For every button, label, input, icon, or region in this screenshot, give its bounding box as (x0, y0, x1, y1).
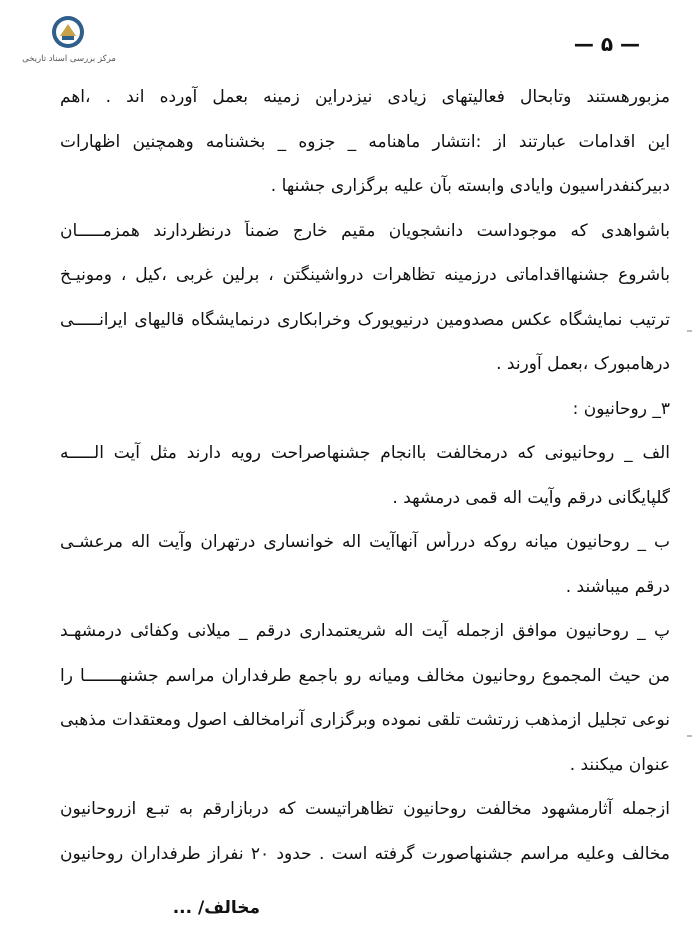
text-line: من حیث المجموع روحانیون مخالف ومیانه رو باجمع طرفداران مراسم جشنهـــــــا را (60, 665, 670, 686)
margin-mark (687, 735, 692, 737)
document-body (60, 86, 670, 887)
text-line: عنوان میکنند . (569, 754, 670, 775)
text-line: گلپایگانی درقم وآیت اله قمی درمشهد . (392, 487, 670, 508)
text-line: دبیرکنفدراسیون وایادی وابسته بآن علیه برگزاری جشنها . (270, 176, 670, 196)
section-heading: ۳_ روحانیون : (572, 398, 670, 419)
text-line: الف _ روحانیونی که درمخالفت باانجام جشنهاصراحت رویه دارند مثل آیت الـــــه (60, 443, 670, 463)
text-line: مزبورهستند وتابحال فعالیتهای زیادی نیزدراین زمینه بعمل آورده اند . ،اهم (60, 87, 670, 107)
text-line: ترتیب نمایشگاه عکس مصدومین درنیویورک وخرابکاری درنمایشگاه قالیهای ایرانـــــی (60, 309, 670, 330)
footer-catchword: مخالف/ ... (172, 898, 260, 918)
text-line: درقم میباشند . (565, 576, 670, 597)
text-line: درهامبورک ،بعمل آورند . (496, 354, 670, 374)
text-line: ازجمله آثارمشهود مخالفت روحانیون تظاهراتیست که دربازارقم به تبـع ازروحانیون (60, 799, 670, 819)
text-line: مخالف وعلیه مراسم جشنهاصورت گرفته است . حدود ۲۰ نفراز طرفداران روحانیون (60, 843, 670, 864)
page-number: — ۵ — (573, 32, 640, 56)
text-line: ب _ روحانیون میانه روکه دررأس آنهاآیت اله خوانساری درتهران وآیت اله مرعشـی (60, 532, 670, 552)
text-line: باشواهدی که موجوداست دانشجویان مقیم خارج ضمناً درنظردارند همزمـــــان (60, 220, 670, 241)
text-line: پ _ روحانیون موافق ازجمله آیت اله شریعتمداری درقم _ میلانی وکفائی درمشهـد (60, 621, 670, 641)
text-line: باشروع جشنهااقداماتی درزمینه تظاهرات درواشینگتن ، برلین غربی ،کیل ، ومونیـخ (60, 265, 670, 285)
archive-logo-text: مرکز بررسی اسناد تاریخی (22, 54, 116, 64)
text-line: نوعی تجلیل ازمذهب زرتشت تلقی نموده وبرگزاری آنرامخالف اصول ومعتقدات مذهبی (60, 710, 670, 730)
text-line: این اقدامات عبارتند از :انتشار ماهنامه _ جزوه _ بخشنامه وهمچنین اظهارات (60, 131, 670, 152)
margin-mark (687, 330, 692, 332)
